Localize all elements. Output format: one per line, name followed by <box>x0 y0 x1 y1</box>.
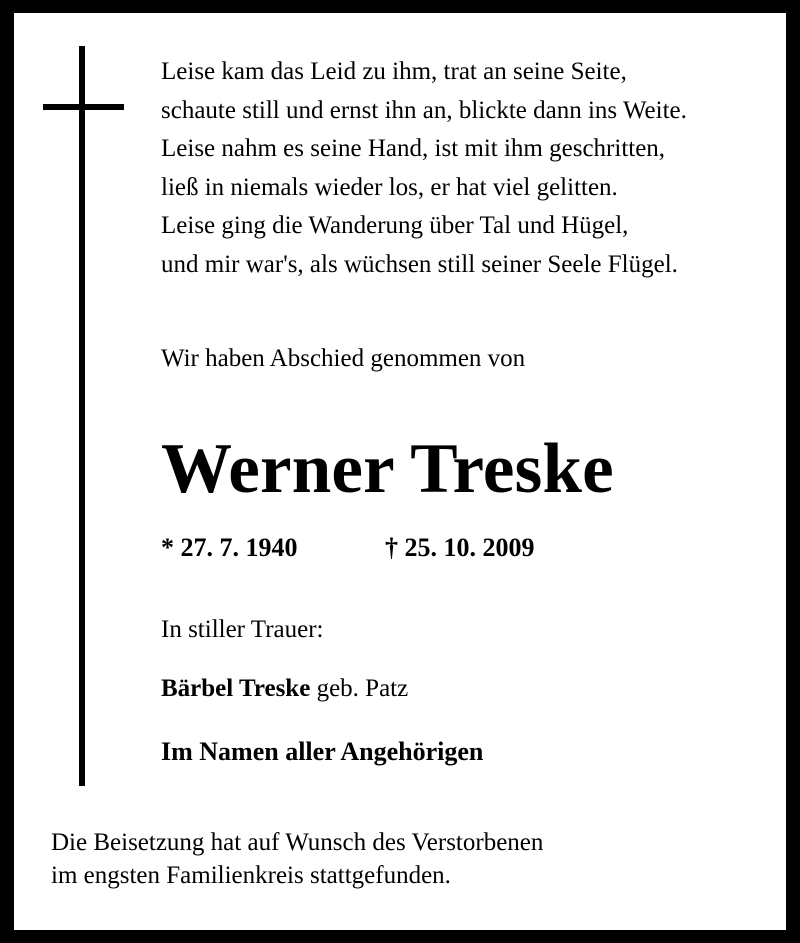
poem-line: ließ in niemals wieder los, er hat viel gelitten. <box>161 173 618 201</box>
poem-line: und mir war's, als wüchsen still seiner Seele Flügel. <box>161 250 678 278</box>
cross-vertical-bar <box>79 46 85 786</box>
poem-line: schaute still und ernst ihn an, blickte dann ins Weite. <box>161 96 687 124</box>
mourner-maiden-name: geb. Patz <box>310 675 409 702</box>
poem-line: Leise kam das Leid zu ihm, trat an seine Seite, <box>161 58 627 85</box>
mourner <box>161 670 408 708</box>
mourner-name: Bärbel Treske <box>161 675 311 702</box>
farewell-intro: Wir haben Abschied genommen von <box>161 345 526 372</box>
burial-note <box>51 826 543 892</box>
birth-date: * 27. 7. 1940 <box>161 533 298 562</box>
cross-horizontal-bar <box>43 104 124 110</box>
deceased-name: Werner Treske <box>161 430 614 508</box>
poem-line: Leise ging die Wanderung über Tal und Hügel, <box>161 212 629 239</box>
life-dates <box>161 529 535 567</box>
poem-line: Leise nahm es seine Hand, ist mit ihm geschritten, <box>161 135 666 162</box>
burial-line: Die Beisetzung hat auf Wunsch des Verstorbenen <box>51 829 544 856</box>
mourning-label: In stiller Trauer: <box>161 616 324 643</box>
poem <box>161 53 687 284</box>
relatives-note: Im Namen aller Angehörigen <box>161 737 484 766</box>
death-date: † 25. 10. 2009 <box>385 533 535 562</box>
burial-line: im engsten Familienkreis stattgefunden. <box>51 862 451 889</box>
